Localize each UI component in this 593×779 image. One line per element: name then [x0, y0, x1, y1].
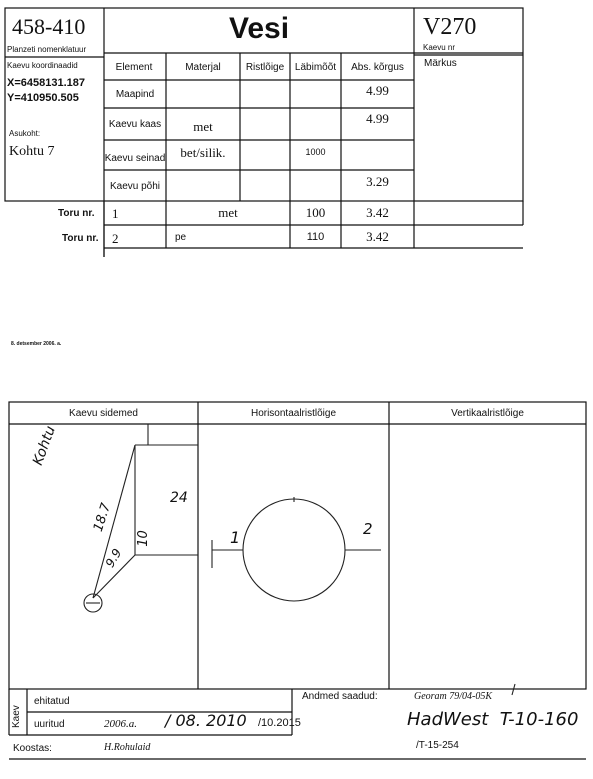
- surveyed-update-2: /10.2015: [258, 717, 301, 729]
- surveyed-update: / 08. 2010: [165, 711, 247, 730]
- sheet-number-label: Planzeti nomenklatuur: [7, 45, 87, 54]
- row-material-lid: met: [193, 119, 213, 134]
- surveyed-label: uuritud: [34, 719, 65, 730]
- location-value: Kohtu 7: [9, 144, 55, 159]
- coordinates-label: Kaevu koordinaadid: [7, 61, 78, 70]
- pipe-label-1: Toru nr.: [58, 208, 95, 219]
- surveyed-date: 2006.a.: [104, 718, 137, 730]
- row-elevation-lid: 4.99: [366, 111, 389, 126]
- pipe-diameter-1: 100: [305, 205, 326, 220]
- column-header-elevation: Abs. kõrgus: [351, 61, 404, 73]
- pipe-number-1: 1: [112, 206, 119, 221]
- coordinate-x: X=6458131.187: [7, 77, 85, 89]
- row-element-bottom: Kaevu põhi: [109, 180, 161, 192]
- horizontal-section-sketch: [212, 497, 381, 601]
- column-header-diameter: Läbimõõt: [294, 61, 337, 73]
- section-label-left: 1: [230, 528, 241, 547]
- source-code: /T-15-254: [416, 740, 459, 751]
- source-handwritten: HadWest T-10-160: [407, 709, 579, 730]
- source-label: Andmed saadud:: [302, 691, 378, 702]
- well-id: V270: [423, 14, 477, 40]
- tie-distance-1: 18.7: [90, 501, 115, 534]
- location-label: Asukoht:: [9, 129, 41, 138]
- pipe-diameter-2: 110: [306, 230, 325, 243]
- coordinate-y: Y=410950.505: [7, 92, 79, 104]
- column-header-element: Element: [115, 61, 153, 73]
- row-element-walls: Kaevu seinad: [104, 152, 166, 164]
- well-id-label: Kaevu nr: [423, 43, 456, 52]
- panel-title-ties: Kaevu sidemed: [69, 408, 138, 419]
- column-header-material: Materjal: [185, 61, 221, 73]
- panel-title-horizontal: Horisontaalristlõige: [250, 408, 337, 419]
- built-label: ehitatud: [34, 696, 70, 707]
- tie-distance-3: 10: [135, 530, 151, 547]
- row-element-ground: Maapind: [115, 88, 155, 100]
- row-elevation-ground: 4.99: [366, 83, 389, 98]
- date-note: 8. detsember 2006. a.: [11, 341, 62, 347]
- section-label-right: 2: [363, 520, 373, 538]
- street-label: Kohtu: [30, 423, 59, 468]
- column-header-remarks: Märkus: [424, 58, 457, 69]
- tie-distance-2: 9.9: [102, 546, 125, 570]
- kaev-label: Kaev: [11, 705, 22, 728]
- pipe-label-2: Toru nr.: [62, 233, 99, 244]
- pipe-number-2: 2: [112, 231, 119, 246]
- column-header-cross-section: Ristlõige: [245, 61, 285, 73]
- page-title: Vesi: [228, 12, 290, 45]
- pipe-material-2: pe: [175, 232, 187, 243]
- tie-distance-4: 24: [170, 490, 188, 506]
- row-element-lid: Kaevu kaas: [108, 118, 162, 130]
- pipe-elevation-1: 3.42: [366, 205, 389, 220]
- panel-title-vertical: Vertikaalristlõige: [451, 408, 524, 419]
- pipe-material-1: met: [218, 205, 238, 220]
- row-diameter-walls: 1000: [305, 147, 326, 157]
- row-material-walls: bet/silik.: [180, 145, 226, 160]
- author-value: H.Rohulaid: [104, 742, 151, 753]
- row-elevation-bottom: 3.29: [366, 174, 389, 189]
- source-value: Georam 79/04-05K: [414, 691, 493, 702]
- author-label: Koostas:: [13, 743, 52, 754]
- pipe-elevation-2: 3.42: [366, 228, 389, 244]
- sheet-number: 458-410: [12, 14, 86, 39]
